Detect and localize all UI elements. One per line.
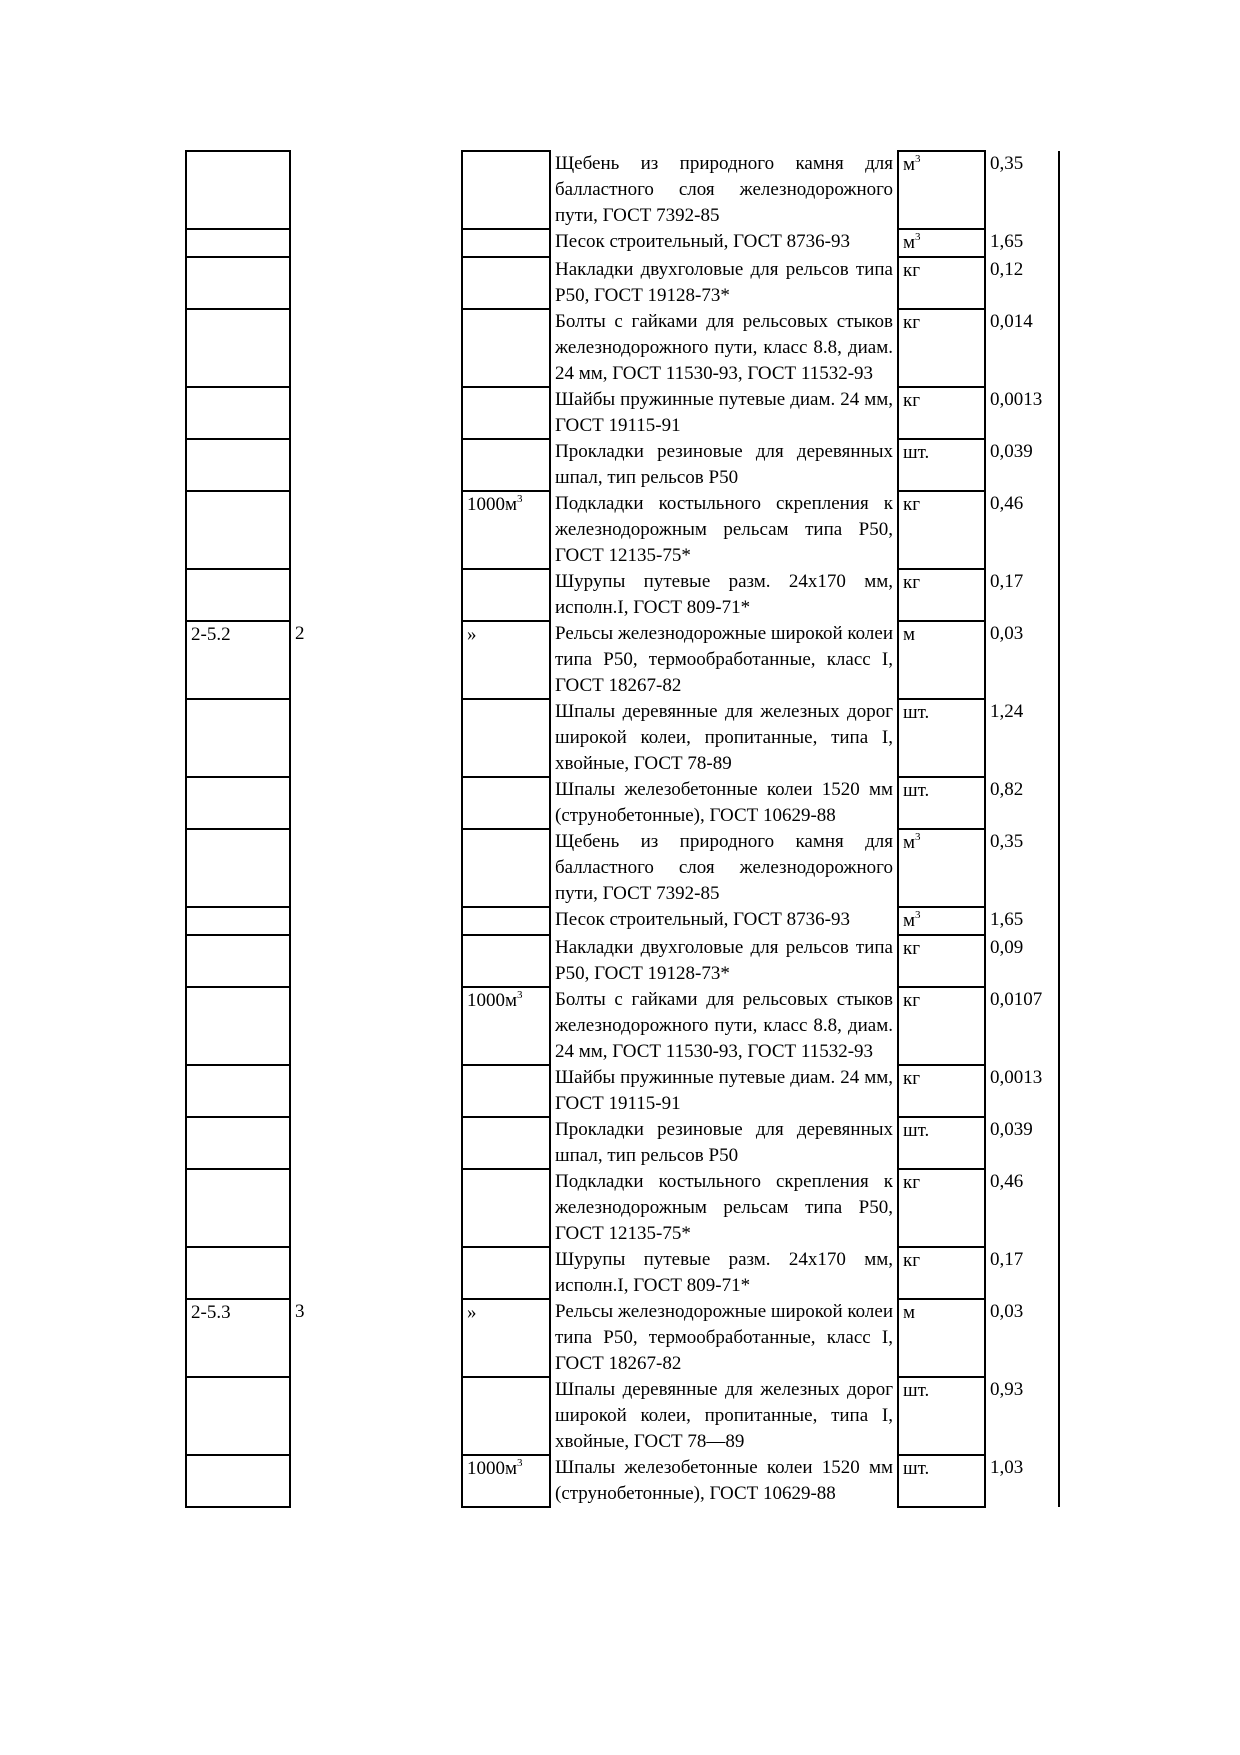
table-row bbox=[186, 1117, 1059, 1169]
measure-unit-cell bbox=[462, 907, 550, 935]
quantity-cell-text: 0,17 bbox=[990, 571, 1024, 592]
resource-name-cell bbox=[550, 1247, 898, 1299]
resource-name-cell-text: Шпалы деревянные для железных дорог широкой колеи, пропитанные, типа I, хвойные, ГОСТ 78—89 bbox=[555, 1379, 893, 1452]
quantity-cell bbox=[985, 229, 1059, 257]
unit-cell bbox=[898, 621, 985, 699]
quantity-cell bbox=[985, 439, 1059, 491]
quantity-cell bbox=[985, 1065, 1059, 1117]
number-cell-text: 3 bbox=[295, 1301, 305, 1322]
unit-cell-text: кг bbox=[903, 260, 921, 281]
resource-name-cell bbox=[550, 257, 898, 309]
number-cell bbox=[290, 309, 462, 387]
unit-cell-text: м bbox=[903, 154, 916, 175]
unit-cell-text: шт. bbox=[903, 780, 930, 801]
resource-name-cell-text: Шайбы пружинные путевые диам. 24 мм, ГОСТ 19115-91 bbox=[555, 389, 893, 436]
resource-name-cell-text: Прокладки резиновые для деревянных шпал, тип рельсов Р50 bbox=[555, 441, 893, 488]
code-cell bbox=[186, 1169, 290, 1247]
resource-name-cell bbox=[550, 439, 898, 491]
code-cell bbox=[186, 1065, 290, 1117]
quantity-cell-text: 0,35 bbox=[990, 153, 1024, 174]
quantity-cell bbox=[985, 1247, 1059, 1299]
code-cell bbox=[186, 439, 290, 491]
quantity-cell bbox=[985, 309, 1059, 387]
resource-name-cell bbox=[550, 1169, 898, 1247]
number-cell bbox=[290, 1377, 462, 1455]
quantity-cell-text: 0,82 bbox=[990, 779, 1024, 800]
resource-name-cell-text: Подкладки костыльного скрепления к железнодорожным рельсам типа Р50, ГОСТ 12135-75* bbox=[555, 1171, 893, 1244]
resource-name-cell-text: Шпалы железобетонные колеи 1520 мм (струнобетонные), ГОСТ 10629-88 bbox=[555, 779, 893, 826]
resource-name-cell bbox=[550, 1299, 898, 1377]
resource-name-cell-text: Рельсы железнодорожные широкой колеи типа Р50, термообработанные, класс I, ГОСТ 18267-82 bbox=[555, 623, 893, 696]
resource-name-cell-text: Шурупы путевые разм. 24x170 мм, исполн.I, ГОСТ 809-71* bbox=[555, 571, 893, 618]
number-cell bbox=[290, 1065, 462, 1117]
table-row bbox=[186, 987, 1059, 1065]
measure-unit-cell-text: » bbox=[467, 1302, 477, 1323]
unit-cell-text: м bbox=[903, 910, 916, 931]
table-row bbox=[186, 907, 1059, 935]
unit-cell bbox=[898, 491, 985, 569]
code-cell bbox=[186, 907, 290, 935]
measure-unit-cell bbox=[462, 229, 550, 257]
table-row bbox=[186, 621, 1059, 699]
number-cell bbox=[290, 777, 462, 829]
measure-unit-cell bbox=[462, 1299, 550, 1377]
resource-name-cell-text: Рельсы железнодорожные широкой колеи типа Р50, термообработанные, класс I, ГОСТ 18267-82 bbox=[555, 1301, 893, 1374]
quantity-cell-text: 0,46 bbox=[990, 493, 1024, 514]
number-cell bbox=[290, 1247, 462, 1299]
table-body bbox=[186, 151, 1059, 1507]
resource-name-cell-text: Щебень из природного камня для балластного слоя железнодорожного пути, ГОСТ 7392-85 bbox=[555, 153, 893, 226]
table-row bbox=[186, 1247, 1059, 1299]
measure-unit-cell bbox=[462, 777, 550, 829]
quantity-cell-text: 0,93 bbox=[990, 1379, 1024, 1400]
code-cell bbox=[186, 387, 290, 439]
number-cell bbox=[290, 569, 462, 621]
measure-unit-cell bbox=[462, 491, 550, 569]
measure-unit-cell bbox=[462, 1117, 550, 1169]
measure-unit-cell-text: » bbox=[467, 624, 477, 645]
measure-unit-cell bbox=[462, 987, 550, 1065]
code-cell bbox=[186, 621, 290, 699]
table-row bbox=[186, 387, 1059, 439]
quantity-cell-text: 0,35 bbox=[990, 831, 1024, 852]
number-cell bbox=[290, 699, 462, 777]
measure-unit-cell-text: 1000м bbox=[467, 494, 518, 515]
code-cell bbox=[186, 987, 290, 1065]
measure-unit-cell bbox=[462, 621, 550, 699]
unit-cell-text: кг bbox=[903, 1250, 921, 1271]
number-cell bbox=[290, 439, 462, 491]
unit-cell bbox=[898, 387, 985, 439]
quantity-cell-text: 0,014 bbox=[990, 311, 1033, 332]
unit-superscript: 3 bbox=[915, 830, 921, 843]
resource-name-cell-text: Шпалы деревянные для железных дорог широкой колеи, пропитанные, типа I, хвойные, ГОСТ 78-89 bbox=[555, 701, 893, 774]
code-cell bbox=[186, 309, 290, 387]
number-cell bbox=[290, 257, 462, 309]
measure-unit-cell bbox=[462, 935, 550, 987]
resource-name-cell bbox=[550, 1117, 898, 1169]
number-cell bbox=[290, 907, 462, 935]
resource-name-cell-text: Болты с гайками для рельсовых стыков железнодорожного пути, класс 8.8, диам. 24 мм, ГОСТ 11530-93, ГОСТ 11532-93 bbox=[555, 989, 893, 1062]
resource-name-cell bbox=[550, 621, 898, 699]
unit-cell-text: кг bbox=[903, 494, 921, 515]
unit-cell bbox=[898, 777, 985, 829]
quantity-cell-text: 0,0013 bbox=[990, 389, 1043, 410]
table-row bbox=[186, 1065, 1059, 1117]
resource-name-cell bbox=[550, 829, 898, 907]
code-cell bbox=[186, 151, 290, 229]
quantity-cell-text: 1,65 bbox=[990, 231, 1024, 252]
unit-cell-text: м bbox=[903, 232, 916, 253]
measure-unit-cell bbox=[462, 1065, 550, 1117]
unit-cell bbox=[898, 151, 985, 229]
measure-unit-superscript: 3 bbox=[517, 1456, 523, 1469]
resource-name-cell bbox=[550, 491, 898, 569]
resource-name-cell bbox=[550, 1065, 898, 1117]
number-cell bbox=[290, 1169, 462, 1247]
resource-name-cell bbox=[550, 229, 898, 257]
unit-superscript: 3 bbox=[915, 908, 921, 921]
unit-cell bbox=[898, 439, 985, 491]
table-row bbox=[186, 439, 1059, 491]
table-row bbox=[186, 491, 1059, 569]
quantity-cell-text: 0,0013 bbox=[990, 1067, 1043, 1088]
quantity-cell-text: 0,17 bbox=[990, 1249, 1024, 1270]
unit-cell bbox=[898, 699, 985, 777]
unit-cell-text: м bbox=[903, 1302, 916, 1323]
number-cell bbox=[290, 387, 462, 439]
measure-unit-cell bbox=[462, 1247, 550, 1299]
unit-cell bbox=[898, 309, 985, 387]
quantity-cell bbox=[985, 1169, 1059, 1247]
resource-name-cell bbox=[550, 935, 898, 987]
code-cell bbox=[186, 257, 290, 309]
measure-unit-cell bbox=[462, 387, 550, 439]
number-cell bbox=[290, 229, 462, 257]
quantity-cell-text: 0,0107 bbox=[990, 989, 1043, 1010]
quantity-cell bbox=[985, 699, 1059, 777]
number-cell bbox=[290, 1117, 462, 1169]
unit-cell-text: шт. bbox=[903, 1458, 930, 1479]
unit-cell bbox=[898, 1117, 985, 1169]
resource-name-cell-text: Шурупы путевые разм. 24x170 мм, исполн.I, ГОСТ 809-71* bbox=[555, 1249, 893, 1296]
measure-unit-cell bbox=[462, 1169, 550, 1247]
measure-unit-cell bbox=[462, 1455, 550, 1507]
measure-unit-cell bbox=[462, 1377, 550, 1455]
resource-name-cell-text: Накладки двухголовые для рельсов типа Р50, ГОСТ 19128-73* bbox=[555, 937, 893, 984]
number-cell bbox=[290, 987, 462, 1065]
resource-name-cell bbox=[550, 387, 898, 439]
unit-cell bbox=[898, 569, 985, 621]
unit-cell bbox=[898, 1247, 985, 1299]
unit-cell bbox=[898, 935, 985, 987]
resource-name-cell-text: Щебень из природного камня для балластного слоя железнодорожного пути, ГОСТ 7392-85 bbox=[555, 831, 893, 904]
resource-name-cell-text: Накладки двухголовые для рельсов типа Р50, ГОСТ 19128-73* bbox=[555, 259, 893, 306]
table-row bbox=[186, 309, 1059, 387]
quantity-cell-text: 0,09 bbox=[990, 937, 1024, 958]
code-cell bbox=[186, 1117, 290, 1169]
quantity-cell-text: 1,65 bbox=[990, 909, 1024, 930]
resource-name-cell bbox=[550, 907, 898, 935]
unit-cell-text: шт. bbox=[903, 1120, 930, 1141]
resource-name-cell-text: Шпалы железобетонные колеи 1520 мм (струнобетонные), ГОСТ 10629-88 bbox=[555, 1457, 893, 1504]
code-cell bbox=[186, 829, 290, 907]
measure-unit-cell bbox=[462, 439, 550, 491]
table-row bbox=[186, 151, 1059, 229]
quantity-cell bbox=[985, 569, 1059, 621]
table-row bbox=[186, 1455, 1059, 1507]
unit-cell bbox=[898, 907, 985, 935]
unit-superscript: 3 bbox=[915, 230, 921, 243]
quantity-cell-text: 0,46 bbox=[990, 1171, 1024, 1192]
quantity-cell bbox=[985, 1455, 1059, 1507]
unit-cell-text: шт. bbox=[903, 702, 930, 723]
quantity-cell-text: 0,12 bbox=[990, 259, 1024, 280]
measure-unit-cell bbox=[462, 151, 550, 229]
number-cell-text: 2 bbox=[295, 623, 305, 644]
table-row bbox=[186, 569, 1059, 621]
unit-cell bbox=[898, 1299, 985, 1377]
unit-cell bbox=[898, 1455, 985, 1507]
table-row bbox=[186, 1169, 1059, 1247]
norms-table bbox=[185, 150, 1060, 1508]
quantity-cell bbox=[985, 387, 1059, 439]
quantity-cell bbox=[985, 257, 1059, 309]
resource-name-cell bbox=[550, 699, 898, 777]
quantity-cell-text: 1,24 bbox=[990, 701, 1024, 722]
code-cell bbox=[186, 1455, 290, 1507]
measure-unit-superscript: 3 bbox=[517, 988, 523, 1001]
resource-name-cell bbox=[550, 1377, 898, 1455]
measure-unit-cell bbox=[462, 699, 550, 777]
code-cell bbox=[186, 1377, 290, 1455]
resource-name-cell-text: Подкладки костыльного скрепления к железнодорожным рельсам типа Р50, ГОСТ 12135-75* bbox=[555, 493, 893, 566]
measure-unit-superscript: 3 bbox=[517, 492, 523, 505]
code-cell bbox=[186, 777, 290, 829]
table-row bbox=[186, 229, 1059, 257]
resource-name-cell bbox=[550, 777, 898, 829]
quantity-cell-text: 1,03 bbox=[990, 1457, 1024, 1478]
unit-cell bbox=[898, 829, 985, 907]
unit-cell bbox=[898, 987, 985, 1065]
resource-name-cell-text: Песок строительный, ГОСТ 8736-93 bbox=[555, 231, 850, 252]
unit-cell bbox=[898, 229, 985, 257]
quantity-cell bbox=[985, 829, 1059, 907]
quantity-cell-text: 0,039 bbox=[990, 1119, 1033, 1140]
resource-name-cell bbox=[550, 987, 898, 1065]
code-cell-text: 2-5.2 bbox=[191, 624, 231, 645]
resource-name-cell-text: Песок строительный, ГОСТ 8736-93 bbox=[555, 909, 850, 930]
table-row bbox=[186, 1299, 1059, 1377]
code-cell bbox=[186, 1299, 290, 1377]
unit-cell bbox=[898, 1377, 985, 1455]
resource-name-cell bbox=[550, 151, 898, 229]
quantity-cell bbox=[985, 987, 1059, 1065]
number-cell bbox=[290, 1299, 462, 1377]
code-cell bbox=[186, 569, 290, 621]
unit-cell bbox=[898, 1065, 985, 1117]
resource-name-cell-text: Болты с гайками для рельсовых стыков железнодорожного пути, класс 8.8, диам. 24 мм, ГОСТ 11530-93, ГОСТ 11532-93 bbox=[555, 311, 893, 384]
resource-name-cell-text: Шайбы пружинные путевые диам. 24 мм, ГОСТ 19115-91 bbox=[555, 1067, 893, 1114]
measure-unit-cell-text: 1000м bbox=[467, 1458, 518, 1479]
quantity-cell bbox=[985, 907, 1059, 935]
quantity-cell-text: 0,03 bbox=[990, 623, 1024, 644]
quantity-cell bbox=[985, 621, 1059, 699]
table-row bbox=[186, 935, 1059, 987]
unit-cell-text: кг bbox=[903, 1068, 921, 1089]
measure-unit-cell bbox=[462, 257, 550, 309]
unit-superscript: 3 bbox=[915, 152, 921, 165]
unit-cell-text: м bbox=[903, 624, 916, 645]
resource-name-cell-text: Прокладки резиновые для деревянных шпал, тип рельсов Р50 bbox=[555, 1119, 893, 1166]
number-cell bbox=[290, 621, 462, 699]
quantity-cell-text: 0,039 bbox=[990, 441, 1033, 462]
table-row bbox=[186, 699, 1059, 777]
resource-name-cell bbox=[550, 309, 898, 387]
table-row bbox=[186, 777, 1059, 829]
unit-cell-text: кг bbox=[903, 312, 921, 333]
quantity-cell bbox=[985, 777, 1059, 829]
quantity-cell bbox=[985, 1377, 1059, 1455]
unit-cell-text: кг bbox=[903, 572, 921, 593]
resource-name-cell bbox=[550, 1455, 898, 1507]
quantity-cell-text: 0,03 bbox=[990, 1301, 1024, 1322]
code-cell bbox=[186, 229, 290, 257]
table-row bbox=[186, 257, 1059, 309]
code-cell bbox=[186, 1247, 290, 1299]
measure-unit-cell-text: 1000м bbox=[467, 990, 518, 1011]
unit-cell bbox=[898, 1169, 985, 1247]
unit-cell-text: м bbox=[903, 832, 916, 853]
quantity-cell bbox=[985, 151, 1059, 229]
unit-cell-text: кг bbox=[903, 990, 921, 1011]
number-cell bbox=[290, 829, 462, 907]
quantity-cell bbox=[985, 935, 1059, 987]
table-row bbox=[186, 1377, 1059, 1455]
unit-cell-text: кг bbox=[903, 938, 921, 959]
unit-cell-text: шт. bbox=[903, 442, 930, 463]
resource-name-cell bbox=[550, 569, 898, 621]
quantity-cell bbox=[985, 1117, 1059, 1169]
code-cell bbox=[186, 491, 290, 569]
quantity-cell bbox=[985, 1299, 1059, 1377]
code-cell bbox=[186, 935, 290, 987]
number-cell bbox=[290, 1455, 462, 1507]
table-row bbox=[186, 829, 1059, 907]
quantity-cell bbox=[985, 491, 1059, 569]
code-cell-text: 2-5.3 bbox=[191, 1302, 231, 1323]
number-cell bbox=[290, 151, 462, 229]
measure-unit-cell bbox=[462, 569, 550, 621]
measure-unit-cell bbox=[462, 829, 550, 907]
number-cell bbox=[290, 491, 462, 569]
number-cell bbox=[290, 935, 462, 987]
unit-cell bbox=[898, 257, 985, 309]
code-cell bbox=[186, 699, 290, 777]
unit-cell-text: шт. bbox=[903, 1380, 930, 1401]
unit-cell-text: кг bbox=[903, 1172, 921, 1193]
unit-cell-text: кг bbox=[903, 390, 921, 411]
measure-unit-cell bbox=[462, 309, 550, 387]
